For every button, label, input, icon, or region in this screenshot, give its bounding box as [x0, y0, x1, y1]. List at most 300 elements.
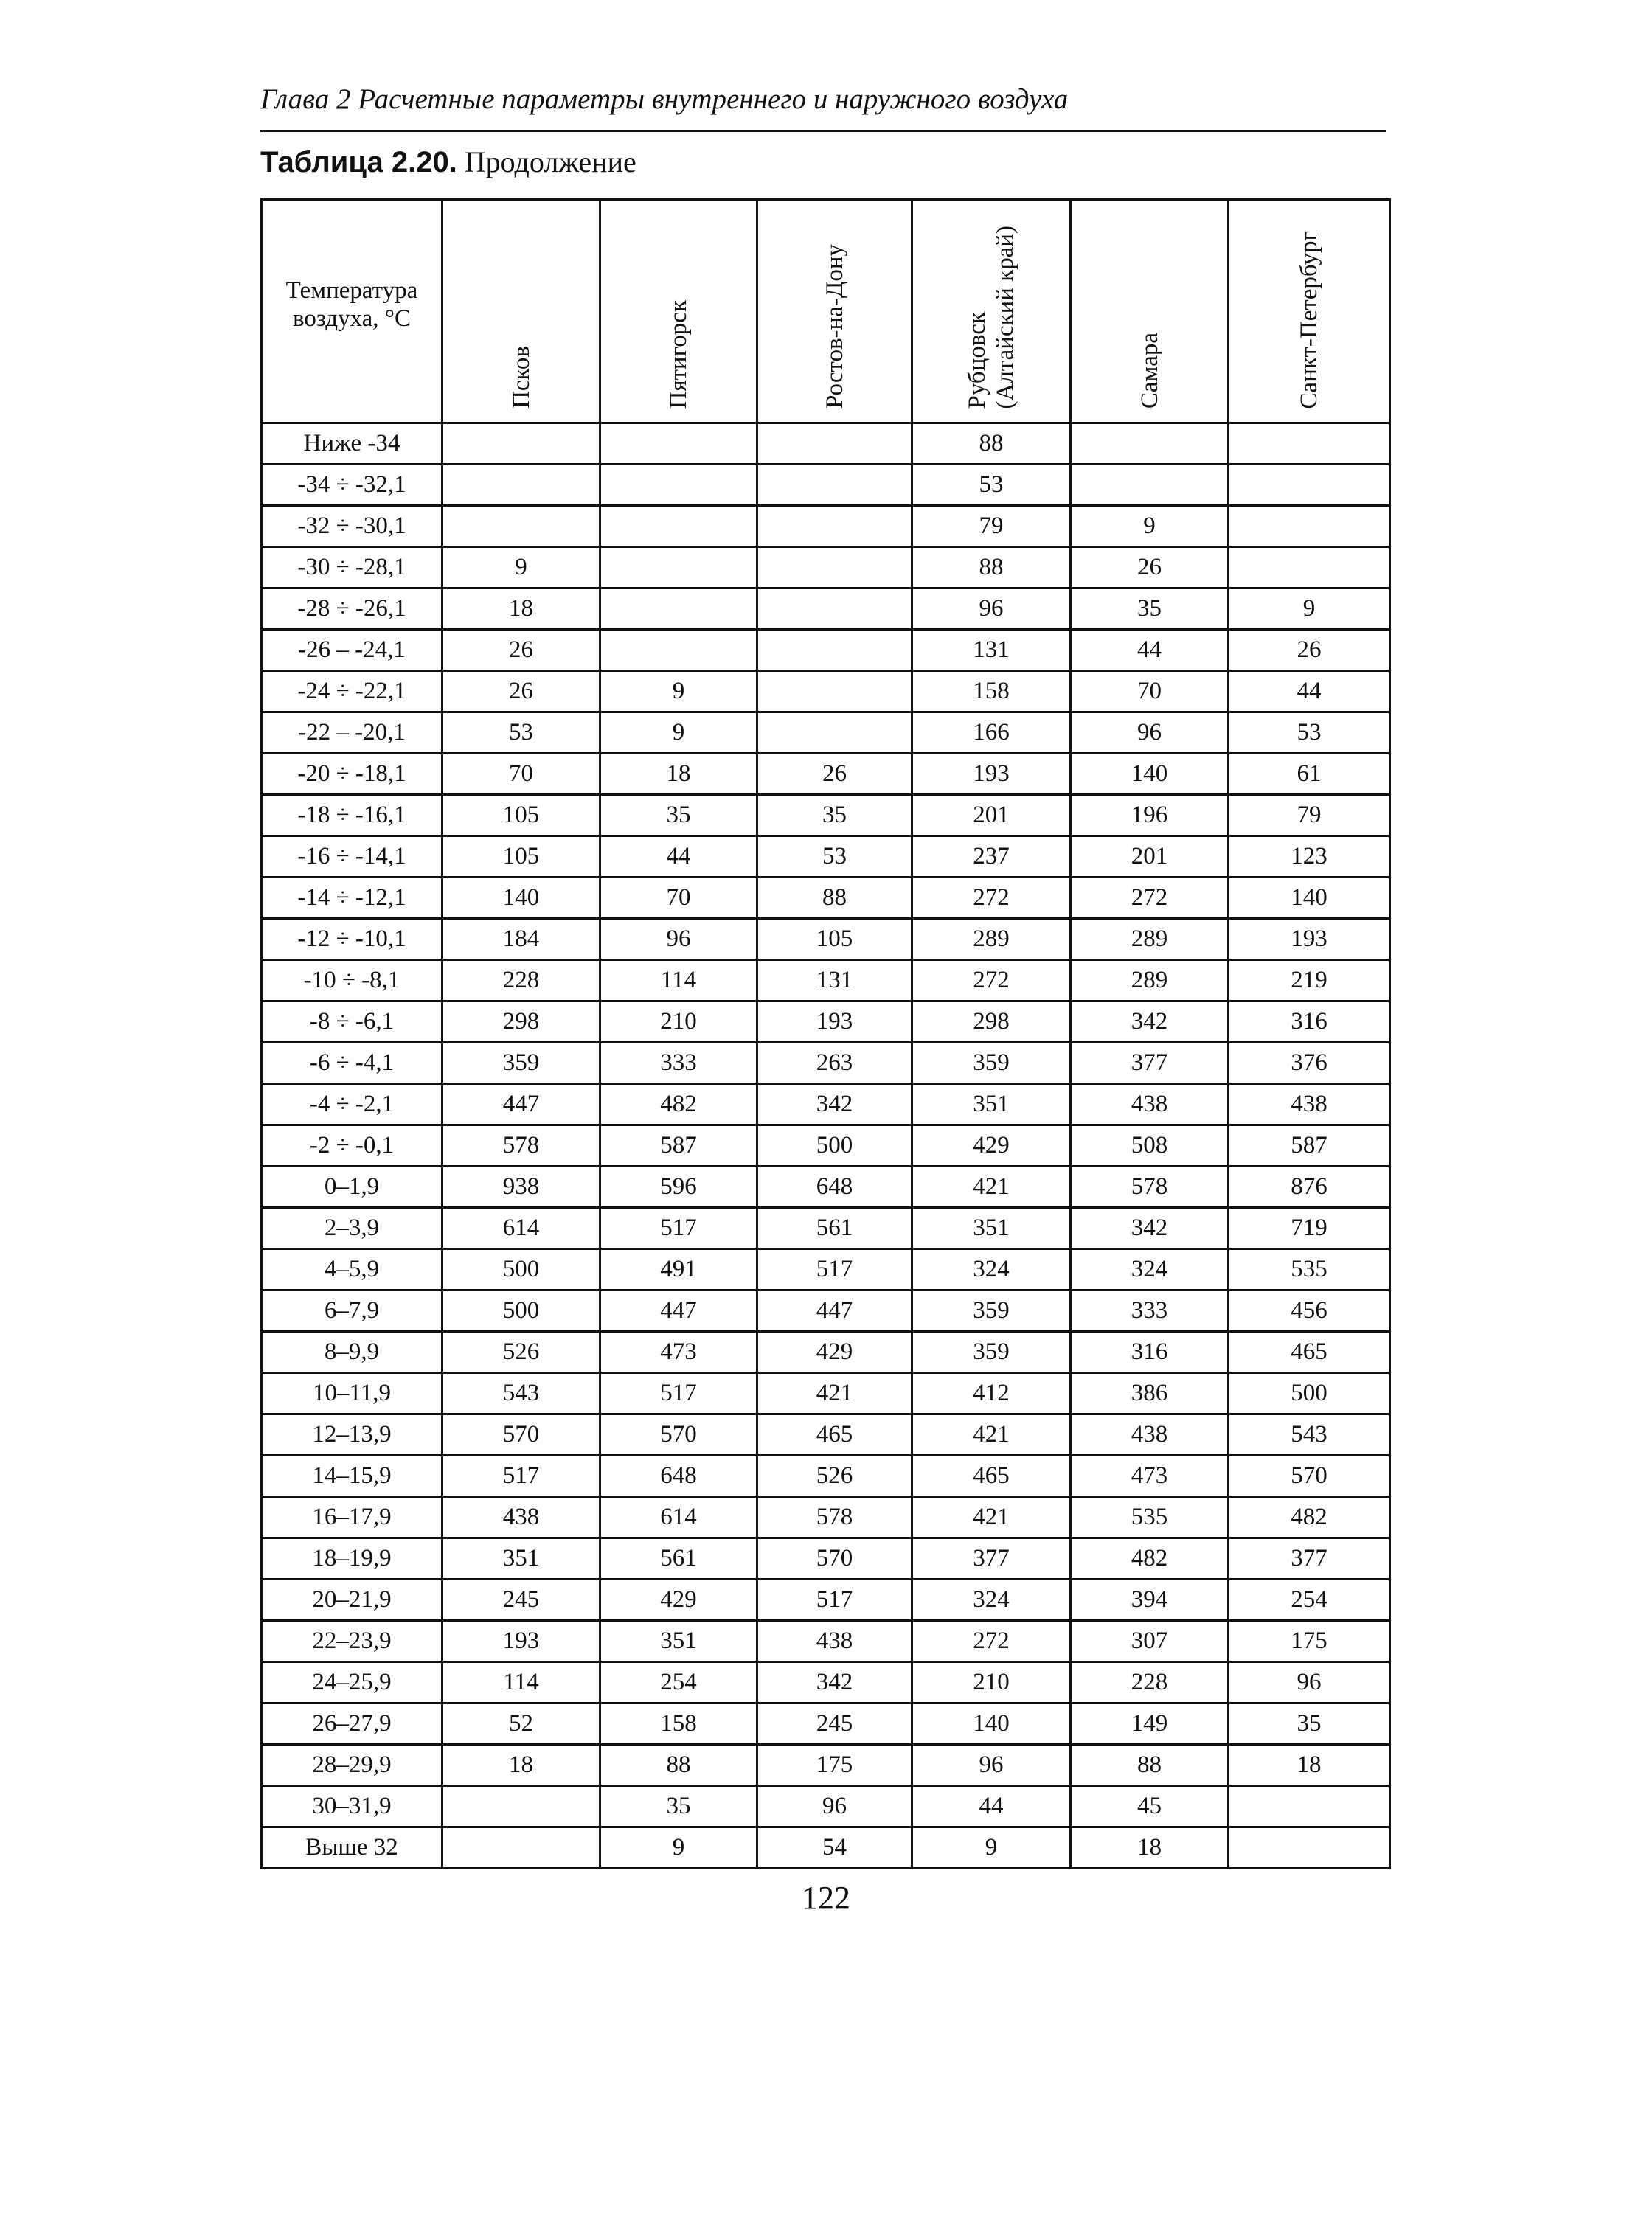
value-cell: 9 — [600, 712, 757, 754]
value-cell: 438 — [442, 1497, 600, 1538]
value-cell: 570 — [757, 1538, 912, 1580]
value-cell: 342 — [757, 1662, 912, 1703]
temperature-range-cell: 26–27,9 — [262, 1703, 442, 1745]
table-row — [262, 1291, 1390, 1332]
value-cell: 158 — [912, 671, 1071, 712]
temperature-range-cell: -16 ÷ -14,1 — [262, 836, 442, 878]
running-header: Глава 2 Расчетные параметры внутреннего и наружного воздуха — [260, 83, 1069, 115]
value-cell: 596 — [600, 1167, 757, 1208]
value-cell: 193 — [442, 1621, 600, 1662]
value-cell: 123 — [1229, 836, 1390, 878]
temperature-range-cell: -20 ÷ -18,1 — [262, 754, 442, 795]
temperature-range-cell: 30–31,9 — [262, 1786, 442, 1827]
value-cell: 342 — [1071, 1208, 1229, 1249]
table-row — [262, 919, 1390, 960]
value-cell: 53 — [757, 836, 912, 878]
value-cell: 44 — [600, 836, 757, 878]
value-cell: 70 — [1071, 671, 1229, 712]
value-cell — [1229, 465, 1390, 506]
table-row — [262, 1208, 1390, 1249]
table-row — [262, 754, 1390, 795]
value-cell: 114 — [600, 960, 757, 1001]
column-header-line1: Рубцовск — [964, 311, 990, 409]
value-cell: 376 — [1229, 1043, 1390, 1084]
value-cell: 500 — [1229, 1373, 1390, 1414]
data-table — [260, 198, 1391, 1869]
value-cell: 324 — [1071, 1249, 1229, 1291]
column-header-line1: Санкт-Петербург — [1296, 230, 1322, 409]
value-cell: 421 — [912, 1497, 1071, 1538]
value-cell: 88 — [757, 878, 912, 919]
value-cell: 79 — [1229, 795, 1390, 836]
temperature-range-cell: 4–5,9 — [262, 1249, 442, 1291]
value-cell: 377 — [912, 1538, 1071, 1580]
value-cell: 35 — [600, 1786, 757, 1827]
value-cell: 175 — [757, 1745, 912, 1786]
value-cell: 184 — [442, 919, 600, 960]
value-cell: 175 — [1229, 1621, 1390, 1662]
value-cell — [1229, 547, 1390, 588]
value-cell: 429 — [912, 1125, 1071, 1167]
table-row — [262, 506, 1390, 547]
value-cell: 578 — [442, 1125, 600, 1167]
value-cell: 648 — [757, 1167, 912, 1208]
column-header-city — [1071, 200, 1229, 423]
value-cell: 465 — [1229, 1332, 1390, 1373]
value-cell: 263 — [757, 1043, 912, 1084]
value-cell: 140 — [1071, 754, 1229, 795]
value-cell: 219 — [1229, 960, 1390, 1001]
value-cell — [757, 423, 912, 465]
value-cell: 9 — [600, 671, 757, 712]
temperature-range-cell: 0–1,9 — [262, 1167, 442, 1208]
value-cell: 316 — [1071, 1332, 1229, 1373]
value-cell: 35 — [1071, 588, 1229, 630]
value-cell: 26 — [1229, 630, 1390, 671]
value-cell: 570 — [600, 1414, 757, 1456]
value-cell: 614 — [442, 1208, 600, 1249]
value-cell — [442, 1827, 600, 1869]
table-row — [262, 878, 1390, 919]
table-row — [262, 1827, 1390, 1869]
column-header-line1: Самара — [1136, 332, 1163, 409]
temperature-range-cell: 10–11,9 — [262, 1373, 442, 1414]
value-cell: 517 — [757, 1580, 912, 1621]
value-cell: 587 — [1229, 1125, 1390, 1167]
table-caption — [260, 145, 636, 179]
value-cell — [1229, 506, 1390, 547]
value-cell: 535 — [1071, 1497, 1229, 1538]
value-cell: 570 — [442, 1414, 600, 1456]
table-row — [262, 1580, 1390, 1621]
value-cell: 421 — [912, 1414, 1071, 1456]
value-cell: 298 — [442, 1001, 600, 1043]
value-cell: 158 — [600, 1703, 757, 1745]
value-cell: 438 — [757, 1621, 912, 1662]
value-cell: 96 — [1229, 1662, 1390, 1703]
value-cell: 96 — [912, 1745, 1071, 1786]
value-cell: 386 — [1071, 1373, 1229, 1414]
temperature-range-cell: -6 ÷ -4,1 — [262, 1043, 442, 1084]
value-cell — [1229, 1827, 1390, 1869]
value-cell: 482 — [1229, 1497, 1390, 1538]
table-row — [262, 795, 1390, 836]
value-cell: 18 — [442, 1745, 600, 1786]
value-cell: 114 — [442, 1662, 600, 1703]
column-header-temperature: Температура воздуха, °С — [262, 200, 442, 423]
column-header-city — [1229, 200, 1390, 423]
value-cell: 272 — [912, 1621, 1071, 1662]
temperature-range-cell: 8–9,9 — [262, 1332, 442, 1373]
value-cell: 26 — [442, 630, 600, 671]
value-cell: 254 — [600, 1662, 757, 1703]
table-row — [262, 1538, 1390, 1580]
temperature-range-cell: -30 ÷ -28,1 — [262, 547, 442, 588]
temperature-range-cell: Выше 32 — [262, 1827, 442, 1869]
table-row — [262, 1001, 1390, 1043]
table-row — [262, 1332, 1390, 1373]
temperature-range-cell: -8 ÷ -6,1 — [262, 1001, 442, 1043]
value-cell: 18 — [1229, 1745, 1390, 1786]
value-cell: 9 — [1071, 506, 1229, 547]
value-cell: 465 — [757, 1414, 912, 1456]
table-row — [262, 712, 1390, 754]
value-cell: 70 — [600, 878, 757, 919]
value-cell: 52 — [442, 1703, 600, 1745]
value-cell: 473 — [600, 1332, 757, 1373]
table-row — [262, 1662, 1390, 1703]
value-cell: 543 — [442, 1373, 600, 1414]
column-header-line2: (Алтайский край) — [992, 225, 1018, 409]
table-row — [262, 1456, 1390, 1497]
table-row — [262, 465, 1390, 506]
value-cell: 587 — [600, 1125, 757, 1167]
table-row — [262, 1249, 1390, 1291]
table-header-row — [262, 200, 1390, 423]
table-caption-label: Таблица 2.20. — [260, 146, 457, 178]
value-cell: 429 — [600, 1580, 757, 1621]
value-cell: 210 — [600, 1001, 757, 1043]
value-cell: 193 — [1229, 919, 1390, 960]
value-cell: 88 — [912, 423, 1071, 465]
value-cell: 201 — [912, 795, 1071, 836]
value-cell: 351 — [912, 1208, 1071, 1249]
value-cell: 149 — [1071, 1703, 1229, 1745]
value-cell: 351 — [600, 1621, 757, 1662]
value-cell: 377 — [1071, 1043, 1229, 1084]
temperature-range-cell: -14 ÷ -12,1 — [262, 878, 442, 919]
value-cell: 96 — [1071, 712, 1229, 754]
table-caption-text: Продолжение — [457, 145, 636, 178]
temperature-range-cell: -26 – -24,1 — [262, 630, 442, 671]
value-cell: 245 — [757, 1703, 912, 1745]
value-cell: 394 — [1071, 1580, 1229, 1621]
value-cell — [600, 423, 757, 465]
value-cell: 26 — [757, 754, 912, 795]
value-cell: 44 — [1229, 671, 1390, 712]
temperature-range-cell: 12–13,9 — [262, 1414, 442, 1456]
value-cell: 44 — [912, 1786, 1071, 1827]
value-cell: 316 — [1229, 1001, 1390, 1043]
value-cell: 342 — [757, 1084, 912, 1125]
column-header-city — [757, 200, 912, 423]
temperature-range-cell: 18–19,9 — [262, 1538, 442, 1580]
value-cell: 438 — [1229, 1084, 1390, 1125]
value-cell: 614 — [600, 1497, 757, 1538]
value-cell: 201 — [1071, 836, 1229, 878]
value-cell: 412 — [912, 1373, 1071, 1414]
value-cell: 447 — [600, 1291, 757, 1332]
value-cell — [442, 423, 600, 465]
value-cell: 45 — [1071, 1786, 1229, 1827]
value-cell: 193 — [757, 1001, 912, 1043]
value-cell: 53 — [912, 465, 1071, 506]
value-cell — [442, 506, 600, 547]
value-cell: 447 — [757, 1291, 912, 1332]
column-header-line1: Ростов-на-Дону — [821, 243, 848, 409]
table-row — [262, 1786, 1390, 1827]
value-cell — [600, 465, 757, 506]
temperature-range-cell: -12 ÷ -10,1 — [262, 919, 442, 960]
table-row — [262, 1043, 1390, 1084]
value-cell: 131 — [912, 630, 1071, 671]
table-row — [262, 1745, 1390, 1786]
table-row — [262, 960, 1390, 1001]
value-cell: 9 — [1229, 588, 1390, 630]
value-cell: 140 — [442, 878, 600, 919]
value-cell: 508 — [1071, 1125, 1229, 1167]
temperature-range-cell: Ниже -34 — [262, 423, 442, 465]
table-row — [262, 1125, 1390, 1167]
value-cell: 96 — [600, 919, 757, 960]
table-row — [262, 671, 1390, 712]
column-header-city — [912, 200, 1071, 423]
table-row — [262, 1084, 1390, 1125]
value-cell: 298 — [912, 1001, 1071, 1043]
value-cell: 289 — [1071, 919, 1229, 960]
table-row — [262, 423, 1390, 465]
value-cell: 456 — [1229, 1291, 1390, 1332]
value-cell: 526 — [442, 1332, 600, 1373]
value-cell — [600, 588, 757, 630]
value-cell: 719 — [1229, 1208, 1390, 1249]
value-cell: 351 — [912, 1084, 1071, 1125]
temperature-range-cell: -18 ÷ -16,1 — [262, 795, 442, 836]
value-cell: 96 — [912, 588, 1071, 630]
value-cell: 79 — [912, 506, 1071, 547]
value-cell: 196 — [1071, 795, 1229, 836]
value-cell: 482 — [600, 1084, 757, 1125]
value-cell: 228 — [1071, 1662, 1229, 1703]
value-cell: 105 — [442, 836, 600, 878]
value-cell: 351 — [442, 1538, 600, 1580]
value-cell: 105 — [757, 919, 912, 960]
value-cell: 193 — [912, 754, 1071, 795]
value-cell: 53 — [1229, 712, 1390, 754]
value-cell: 9 — [600, 1827, 757, 1869]
value-cell — [1071, 465, 1229, 506]
value-cell: 465 — [912, 1456, 1071, 1497]
value-cell: 140 — [1229, 878, 1390, 919]
temperature-range-cell: -10 ÷ -8,1 — [262, 960, 442, 1001]
temperature-range-cell: -32 ÷ -30,1 — [262, 506, 442, 547]
value-cell: 517 — [600, 1373, 757, 1414]
value-cell: 307 — [1071, 1621, 1229, 1662]
value-cell: 333 — [1071, 1291, 1229, 1332]
value-cell: 359 — [912, 1043, 1071, 1084]
value-cell — [757, 712, 912, 754]
column-header-city — [600, 200, 757, 423]
table-body — [262, 423, 1390, 1869]
table-row — [262, 1621, 1390, 1662]
value-cell: 26 — [1071, 547, 1229, 588]
temperature-range-cell: 28–29,9 — [262, 1745, 442, 1786]
table-row — [262, 547, 1390, 588]
value-cell — [442, 465, 600, 506]
value-cell: 517 — [442, 1456, 600, 1497]
page-number: 122 — [802, 1880, 850, 1916]
temperature-range-cell: -34 ÷ -32,1 — [262, 465, 442, 506]
table-row — [262, 1703, 1390, 1745]
table-row — [262, 836, 1390, 878]
value-cell — [1229, 1786, 1390, 1827]
value-cell — [600, 506, 757, 547]
table-row — [262, 1497, 1390, 1538]
value-cell: 105 — [442, 795, 600, 836]
column-header-line1: Пятигорск — [665, 299, 692, 409]
value-cell: 254 — [1229, 1580, 1390, 1621]
value-cell: 289 — [1071, 960, 1229, 1001]
value-cell: 131 — [757, 960, 912, 1001]
temperature-range-cell: -28 ÷ -26,1 — [262, 588, 442, 630]
value-cell: 421 — [912, 1167, 1071, 1208]
temperature-range-cell: -4 ÷ -2,1 — [262, 1084, 442, 1125]
value-cell: 535 — [1229, 1249, 1390, 1291]
value-cell: 578 — [757, 1497, 912, 1538]
value-cell: 272 — [912, 960, 1071, 1001]
value-cell: 473 — [1071, 1456, 1229, 1497]
temperature-range-cell: 2–3,9 — [262, 1208, 442, 1249]
value-cell: 140 — [912, 1703, 1071, 1745]
temperature-range-cell: 22–23,9 — [262, 1621, 442, 1662]
column-header-line1: Псков — [507, 346, 535, 409]
value-cell: 324 — [912, 1580, 1071, 1621]
value-cell — [600, 547, 757, 588]
value-cell: 53 — [442, 712, 600, 754]
value-cell: 438 — [1071, 1414, 1229, 1456]
header-rule — [260, 130, 1386, 132]
temperature-range-cell: 24–25,9 — [262, 1662, 442, 1703]
value-cell: 491 — [600, 1249, 757, 1291]
value-cell — [757, 547, 912, 588]
temperature-range-cell: 16–17,9 — [262, 1497, 442, 1538]
value-cell: 938 — [442, 1167, 600, 1208]
value-cell: 96 — [757, 1786, 912, 1827]
value-cell: 482 — [1071, 1538, 1229, 1580]
value-cell — [757, 671, 912, 712]
value-cell: 342 — [1071, 1001, 1229, 1043]
value-cell: 272 — [1071, 878, 1229, 919]
value-cell: 447 — [442, 1084, 600, 1125]
value-cell: 526 — [757, 1456, 912, 1497]
value-cell: 543 — [1229, 1414, 1390, 1456]
temperature-range-cell: -22 – -20,1 — [262, 712, 442, 754]
value-cell — [1229, 423, 1390, 465]
value-cell: 561 — [757, 1208, 912, 1249]
value-cell: 570 — [1229, 1456, 1390, 1497]
value-cell: 359 — [912, 1291, 1071, 1332]
value-cell: 237 — [912, 836, 1071, 878]
value-cell: 272 — [912, 878, 1071, 919]
value-cell: 429 — [757, 1332, 912, 1373]
value-cell: 35 — [1229, 1703, 1390, 1745]
value-cell: 578 — [1071, 1167, 1229, 1208]
value-cell: 35 — [757, 795, 912, 836]
table-row — [262, 1414, 1390, 1456]
value-cell: 876 — [1229, 1167, 1390, 1208]
temperature-range-cell: 6–7,9 — [262, 1291, 442, 1332]
value-cell: 438 — [1071, 1084, 1229, 1125]
value-cell: 648 — [600, 1456, 757, 1497]
value-cell: 61 — [1229, 754, 1390, 795]
value-cell: 517 — [757, 1249, 912, 1291]
value-cell: 333 — [600, 1043, 757, 1084]
value-cell: 70 — [442, 754, 600, 795]
value-cell — [600, 630, 757, 671]
table-row — [262, 1167, 1390, 1208]
value-cell — [757, 465, 912, 506]
value-cell: 18 — [600, 754, 757, 795]
value-cell: 18 — [1071, 1827, 1229, 1869]
temperature-range-cell: -2 ÷ -0,1 — [262, 1125, 442, 1167]
value-cell: 26 — [442, 671, 600, 712]
value-cell: 500 — [442, 1291, 600, 1332]
value-cell: 210 — [912, 1662, 1071, 1703]
table-row — [262, 588, 1390, 630]
value-cell: 35 — [600, 795, 757, 836]
value-cell: 377 — [1229, 1538, 1390, 1580]
value-cell: 561 — [600, 1538, 757, 1580]
value-cell: 9 — [912, 1827, 1071, 1869]
value-cell: 88 — [1071, 1745, 1229, 1786]
table-row — [262, 630, 1390, 671]
value-cell: 359 — [912, 1332, 1071, 1373]
value-cell: 9 — [442, 547, 600, 588]
value-cell — [442, 1786, 600, 1827]
value-cell — [757, 630, 912, 671]
value-cell: 500 — [442, 1249, 600, 1291]
value-cell: 421 — [757, 1373, 912, 1414]
value-cell: 359 — [442, 1043, 600, 1084]
value-cell — [757, 588, 912, 630]
value-cell — [757, 506, 912, 547]
temperature-range-cell: 14–15,9 — [262, 1456, 442, 1497]
column-header-city — [442, 200, 600, 423]
temperature-range-cell: -24 ÷ -22,1 — [262, 671, 442, 712]
value-cell: 500 — [757, 1125, 912, 1167]
value-cell: 228 — [442, 960, 600, 1001]
value-cell: 517 — [600, 1208, 757, 1249]
value-cell: 54 — [757, 1827, 912, 1869]
value-cell: 88 — [600, 1745, 757, 1786]
value-cell: 18 — [442, 588, 600, 630]
value-cell: 166 — [912, 712, 1071, 754]
value-cell — [1071, 423, 1229, 465]
temperature-range-cell: 20–21,9 — [262, 1580, 442, 1621]
value-cell: 44 — [1071, 630, 1229, 671]
value-cell: 245 — [442, 1580, 600, 1621]
value-cell: 289 — [912, 919, 1071, 960]
